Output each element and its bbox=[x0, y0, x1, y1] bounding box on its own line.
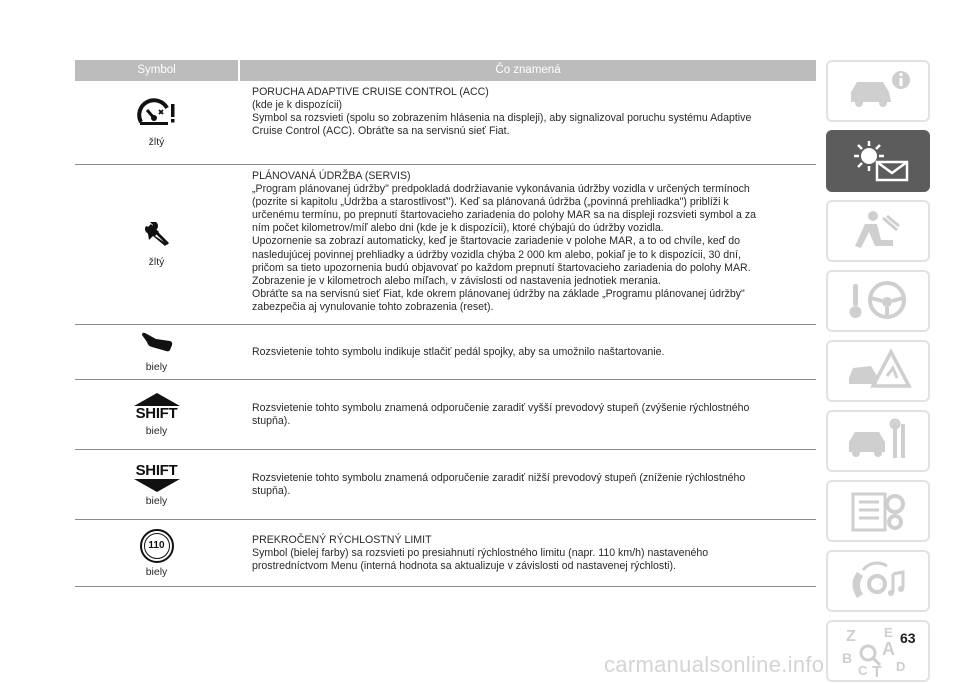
svg-text:C: C bbox=[858, 663, 868, 678]
chapter-tabs bbox=[826, 60, 930, 683]
clutch-pedal-icon bbox=[140, 331, 174, 358]
text-line: Zobrazenie je v kilometroch alebo míľach, v závislosti od nastavenia jednotiek merania. bbox=[252, 274, 661, 287]
meaning-cell bbox=[238, 380, 816, 449]
text-line: stupňa). bbox=[252, 415, 291, 427]
text-line: zabezpečia aj vynulovanie tohto zobrazenia (reset). bbox=[252, 300, 494, 313]
row-title: PORUCHA ADAPTIVE CRUISE CONTROL (ACC) bbox=[252, 86, 489, 98]
tab-safety[interactable] bbox=[826, 200, 930, 262]
symbol-cell bbox=[75, 165, 238, 324]
emergency-triangle-icon bbox=[843, 348, 913, 394]
shift-down-icon bbox=[134, 463, 180, 492]
text-line: Rozsvietenie tohto symbolu znamená odporučenie zaradiť nižší prevodový stupeň (zníženie rýchlostného bbox=[252, 471, 746, 484]
speed-limit-icon bbox=[140, 529, 174, 563]
table-row bbox=[75, 165, 816, 325]
text-line: stupňa). bbox=[252, 485, 291, 497]
symbol-cell bbox=[75, 325, 238, 379]
table-row bbox=[75, 325, 816, 380]
text-line: ním počet kilometrov/míľ alebo dni (kde je k dispozícii), ktoré chýbajú do údržby vozidla. bbox=[252, 222, 664, 235]
symbol-cell bbox=[75, 380, 238, 449]
table-row bbox=[75, 81, 816, 165]
text-line: „Program plánovanej údržby" predpokladá dodržiavanie vykonávania údržby vozidla v určených termínoch bbox=[252, 183, 750, 196]
svg-text:Z: Z bbox=[846, 628, 856, 645]
page-number: 63 bbox=[900, 630, 916, 646]
symbol-cell bbox=[75, 450, 238, 519]
meaning-cell bbox=[238, 81, 816, 164]
car-info-icon bbox=[843, 68, 913, 114]
text-line: (pozrite si kapitolu „Údržba a starostlivosť"). Keď sa plánovaná údržba („povinná prehliadka") priblíži k bbox=[252, 196, 729, 209]
shift-up-icon bbox=[134, 393, 180, 422]
text-line: určenému termínu, po prepnutí štartovacieho zariadenia do polohy MAR sa na displeji rozsvieti symbol a za bbox=[252, 209, 757, 222]
table-row bbox=[75, 380, 816, 450]
meaning-cell bbox=[238, 325, 816, 379]
text-line: Symbol sa rozsvieti (spolu so zobrazením hlásenia na displeji), aby signalizoval poruchu systému Adaptive bbox=[252, 112, 752, 125]
shift-label: SHIFT bbox=[135, 461, 178, 479]
text-line: Rozsvietenie tohto symbolu znamená odporučenie zaradiť vyšší prevodový stupeň (zvýšenie rýchlostného bbox=[252, 401, 750, 414]
warning-lights-table bbox=[75, 60, 816, 587]
shift-label: SHIFT bbox=[135, 404, 178, 422]
svg-text:E: E bbox=[884, 625, 893, 640]
header-meaning: Čo znamená bbox=[495, 64, 561, 76]
meaning-cell bbox=[238, 165, 816, 324]
tab-warning-lights[interactable] bbox=[826, 130, 930, 192]
symbol-color: biely bbox=[145, 565, 168, 578]
steering-key-icon bbox=[843, 278, 913, 324]
symbol-color: biely bbox=[145, 361, 168, 373]
technical-data-icon bbox=[843, 488, 913, 534]
speed-limit-value: 110 bbox=[144, 533, 170, 559]
multimedia-icon bbox=[843, 558, 913, 604]
text-line: pričom sa tieto upozornenia budú objavovať po každom prepnutí štartovacieho zariadenia do polohy MAR. bbox=[252, 261, 751, 274]
row-title: PREKROČENÝ RÝCHLOSTNÝ LIMIT bbox=[252, 533, 432, 546]
acc-fault-icon bbox=[137, 98, 177, 133]
symbol-color: žltý bbox=[148, 135, 165, 148]
symbol-cell bbox=[75, 520, 238, 586]
text-line: Cruise Control (ACC). Obráťte sa na servisnú sieť Fiat. bbox=[252, 125, 510, 138]
header-symbol: Symbol bbox=[137, 64, 176, 76]
symbol-color: biely bbox=[145, 424, 168, 437]
text-line: (kde je k dispozícii) bbox=[252, 99, 343, 112]
wrench-icon bbox=[144, 222, 170, 253]
meaning-cell bbox=[238, 450, 816, 519]
tab-multimedia[interactable] bbox=[826, 550, 930, 612]
symbol-color: žltý bbox=[148, 255, 165, 268]
tab-maintenance[interactable] bbox=[826, 410, 930, 472]
text-line: Upozornenie sa zobrazí automaticky, keď je štartovacie zariadenie v polohe MAR, a to od chvíle, keď do bbox=[252, 235, 741, 248]
watermark: carmanualsonline.info bbox=[604, 652, 825, 677]
table-row bbox=[75, 450, 816, 520]
svg-text:D: D bbox=[896, 659, 906, 674]
table-header bbox=[75, 60, 816, 81]
text-line: Obráťte sa na servisnú sieť Fiat, kde okrem plánovanej údržby na základe „Programu plánovanej údržby" bbox=[252, 287, 745, 300]
svg-text:T: T bbox=[872, 664, 882, 679]
text-line: Symbol (bielej farby) sa rozsvieti po presiahnutí rýchlostného limitu (napr. 110 km/h) nastaveného bbox=[252, 546, 709, 559]
meaning-cell bbox=[238, 520, 816, 586]
text-line: nasledujúcej povinnej prehliadky a údržby vozidla chýba 2 000 km alebo, pokiaľ je to k dispozícii, 30 dní, bbox=[252, 248, 741, 261]
symbol-color: biely bbox=[145, 494, 168, 507]
svg-text:A: A bbox=[882, 639, 895, 659]
car-maintenance-icon bbox=[843, 418, 913, 464]
text-line: Rozsvietenie tohto symbolu indikuje stlačiť pedál spojky, aby sa umožnilo naštartovanie. bbox=[252, 345, 665, 358]
svg-text:B: B bbox=[842, 650, 853, 666]
tab-car-info[interactable] bbox=[826, 60, 930, 122]
tab-starting-driving[interactable] bbox=[826, 270, 930, 332]
warning-light-message-icon bbox=[843, 138, 913, 184]
tab-emergency[interactable] bbox=[826, 340, 930, 402]
airbag-seat-icon bbox=[843, 208, 913, 254]
row-title: PLÁNOVANÁ ÚDRŽBA (SERVIS) bbox=[252, 170, 411, 182]
text-line: prostredníctvom Menu (interná hodnota sa aktualizuje v závislosti od nastavenej rýchlosti). bbox=[252, 560, 676, 573]
tab-technical-data[interactable] bbox=[826, 480, 930, 542]
table-row bbox=[75, 520, 816, 587]
symbol-cell bbox=[75, 81, 238, 164]
